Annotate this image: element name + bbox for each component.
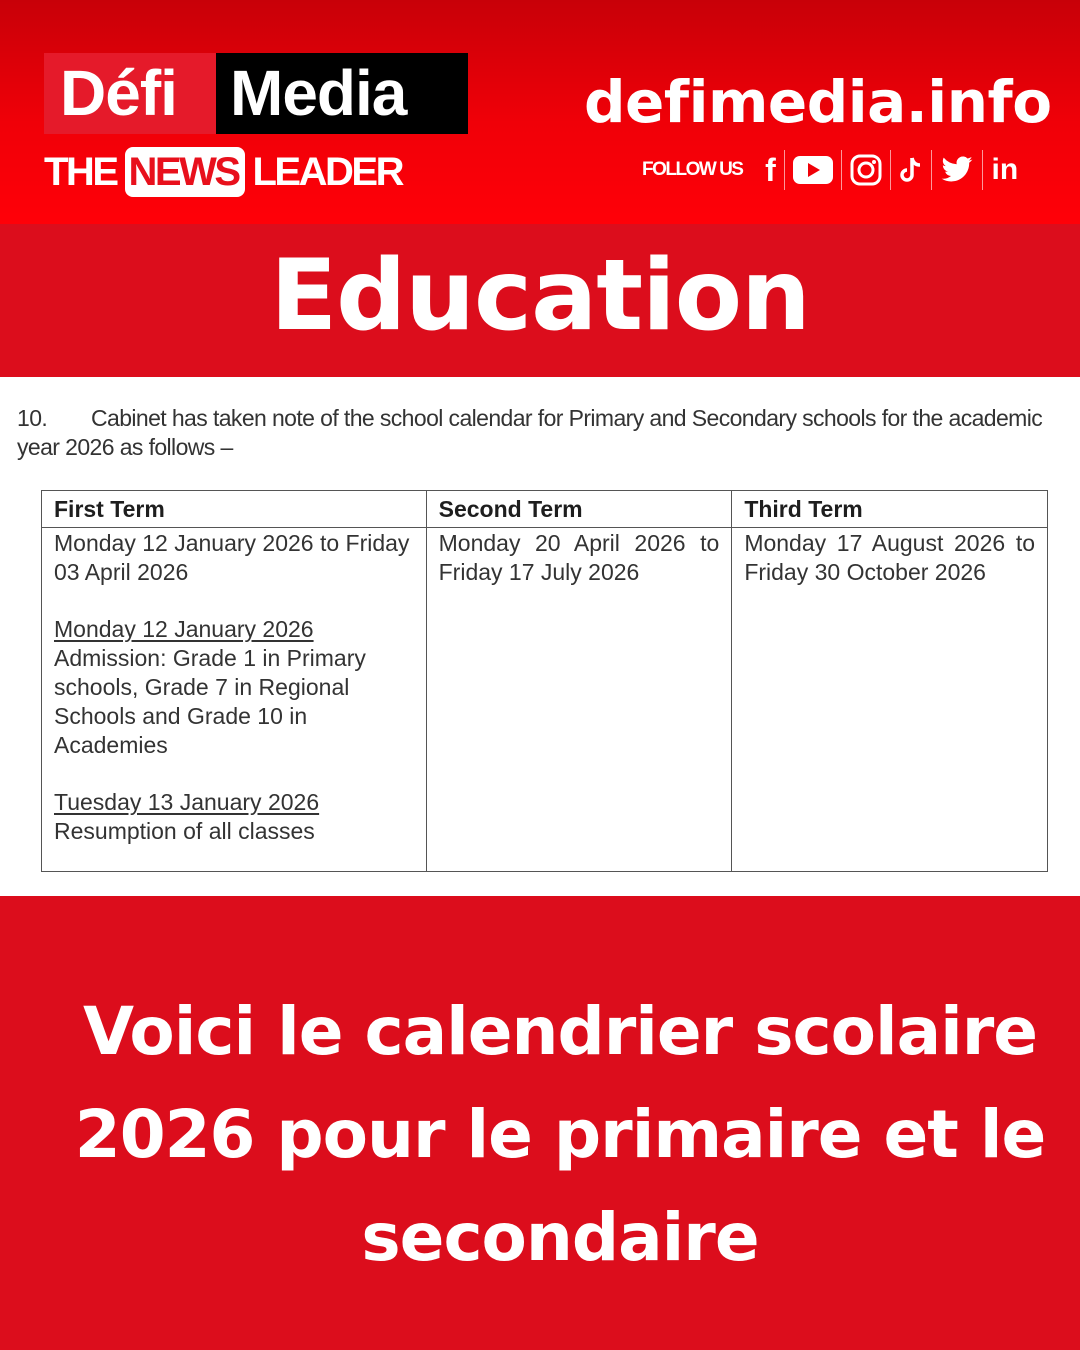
admission-text: Admission: Grade 1 in Primary schools, Grade 7 in Regional Schools and Grade 10 in Academies <box>54 645 366 758</box>
headline-band <box>0 896 1080 1350</box>
site-url-link[interactable]: defimedia.info <box>584 68 1052 136</box>
table-header-row <box>42 491 1048 528</box>
headline: Voici le calendrier scolaire 2026 pour le primaire et le secondaire <box>74 993 1046 1276</box>
tiktok-icon[interactable] <box>891 150 931 190</box>
third-term-cell <box>732 528 1048 872</box>
tagline <box>44 146 402 198</box>
header-third-term: Third Term <box>732 491 1048 528</box>
tagline-news: NEWS <box>125 147 245 197</box>
paragraph-text: Cabinet has taken note of the school calendar for Primary and Secondary schools for the academic year 2026 as follows – <box>17 405 1043 460</box>
document-paragraph <box>17 404 1077 462</box>
tagline-leader: LEADER <box>252 149 402 194</box>
header-second-term: Second Term <box>426 491 732 528</box>
category-band <box>0 224 1080 377</box>
first-term-range: Monday 12 January 2026 to Friday 03 April 2026 <box>54 530 410 585</box>
youtube-icon[interactable] <box>785 150 841 190</box>
header-first-term: First Term <box>42 491 427 528</box>
tagline-the: THE <box>44 149 117 194</box>
logo-media: Media <box>216 53 468 134</box>
follow-us-label: FOLLOW US <box>642 159 743 180</box>
school-calendar-table <box>41 490 1048 872</box>
header <box>0 0 1080 224</box>
paragraph-number: 10. <box>17 405 48 431</box>
document-excerpt <box>0 377 1080 896</box>
resumption-date: Tuesday 13 January 2026 <box>54 789 320 815</box>
instagram-icon[interactable] <box>842 150 890 190</box>
second-term-cell <box>426 528 732 872</box>
table-row <box>42 528 1048 872</box>
third-term-range: Monday 17 August 2026 to Friday 30 October 2026 <box>744 530 1035 585</box>
follow-us-bar <box>642 148 1026 192</box>
admission-date: Monday 12 January 2026 <box>54 616 314 642</box>
logo-defi: Défi <box>44 53 216 134</box>
defi-media-logo[interactable] <box>44 53 468 134</box>
resumption-block <box>54 788 414 846</box>
first-term-cell <box>42 528 427 872</box>
facebook-icon[interactable]: f <box>765 151 776 188</box>
twitter-icon[interactable] <box>932 150 982 190</box>
second-term-range: Monday 20 April 2026 to Friday 17 July 2026 <box>438 530 720 585</box>
resumption-text: Resumption of all classes <box>54 818 315 844</box>
admission-block <box>54 615 414 760</box>
category-title: Education <box>270 238 810 353</box>
linkedin-icon[interactable]: in <box>991 153 1019 186</box>
